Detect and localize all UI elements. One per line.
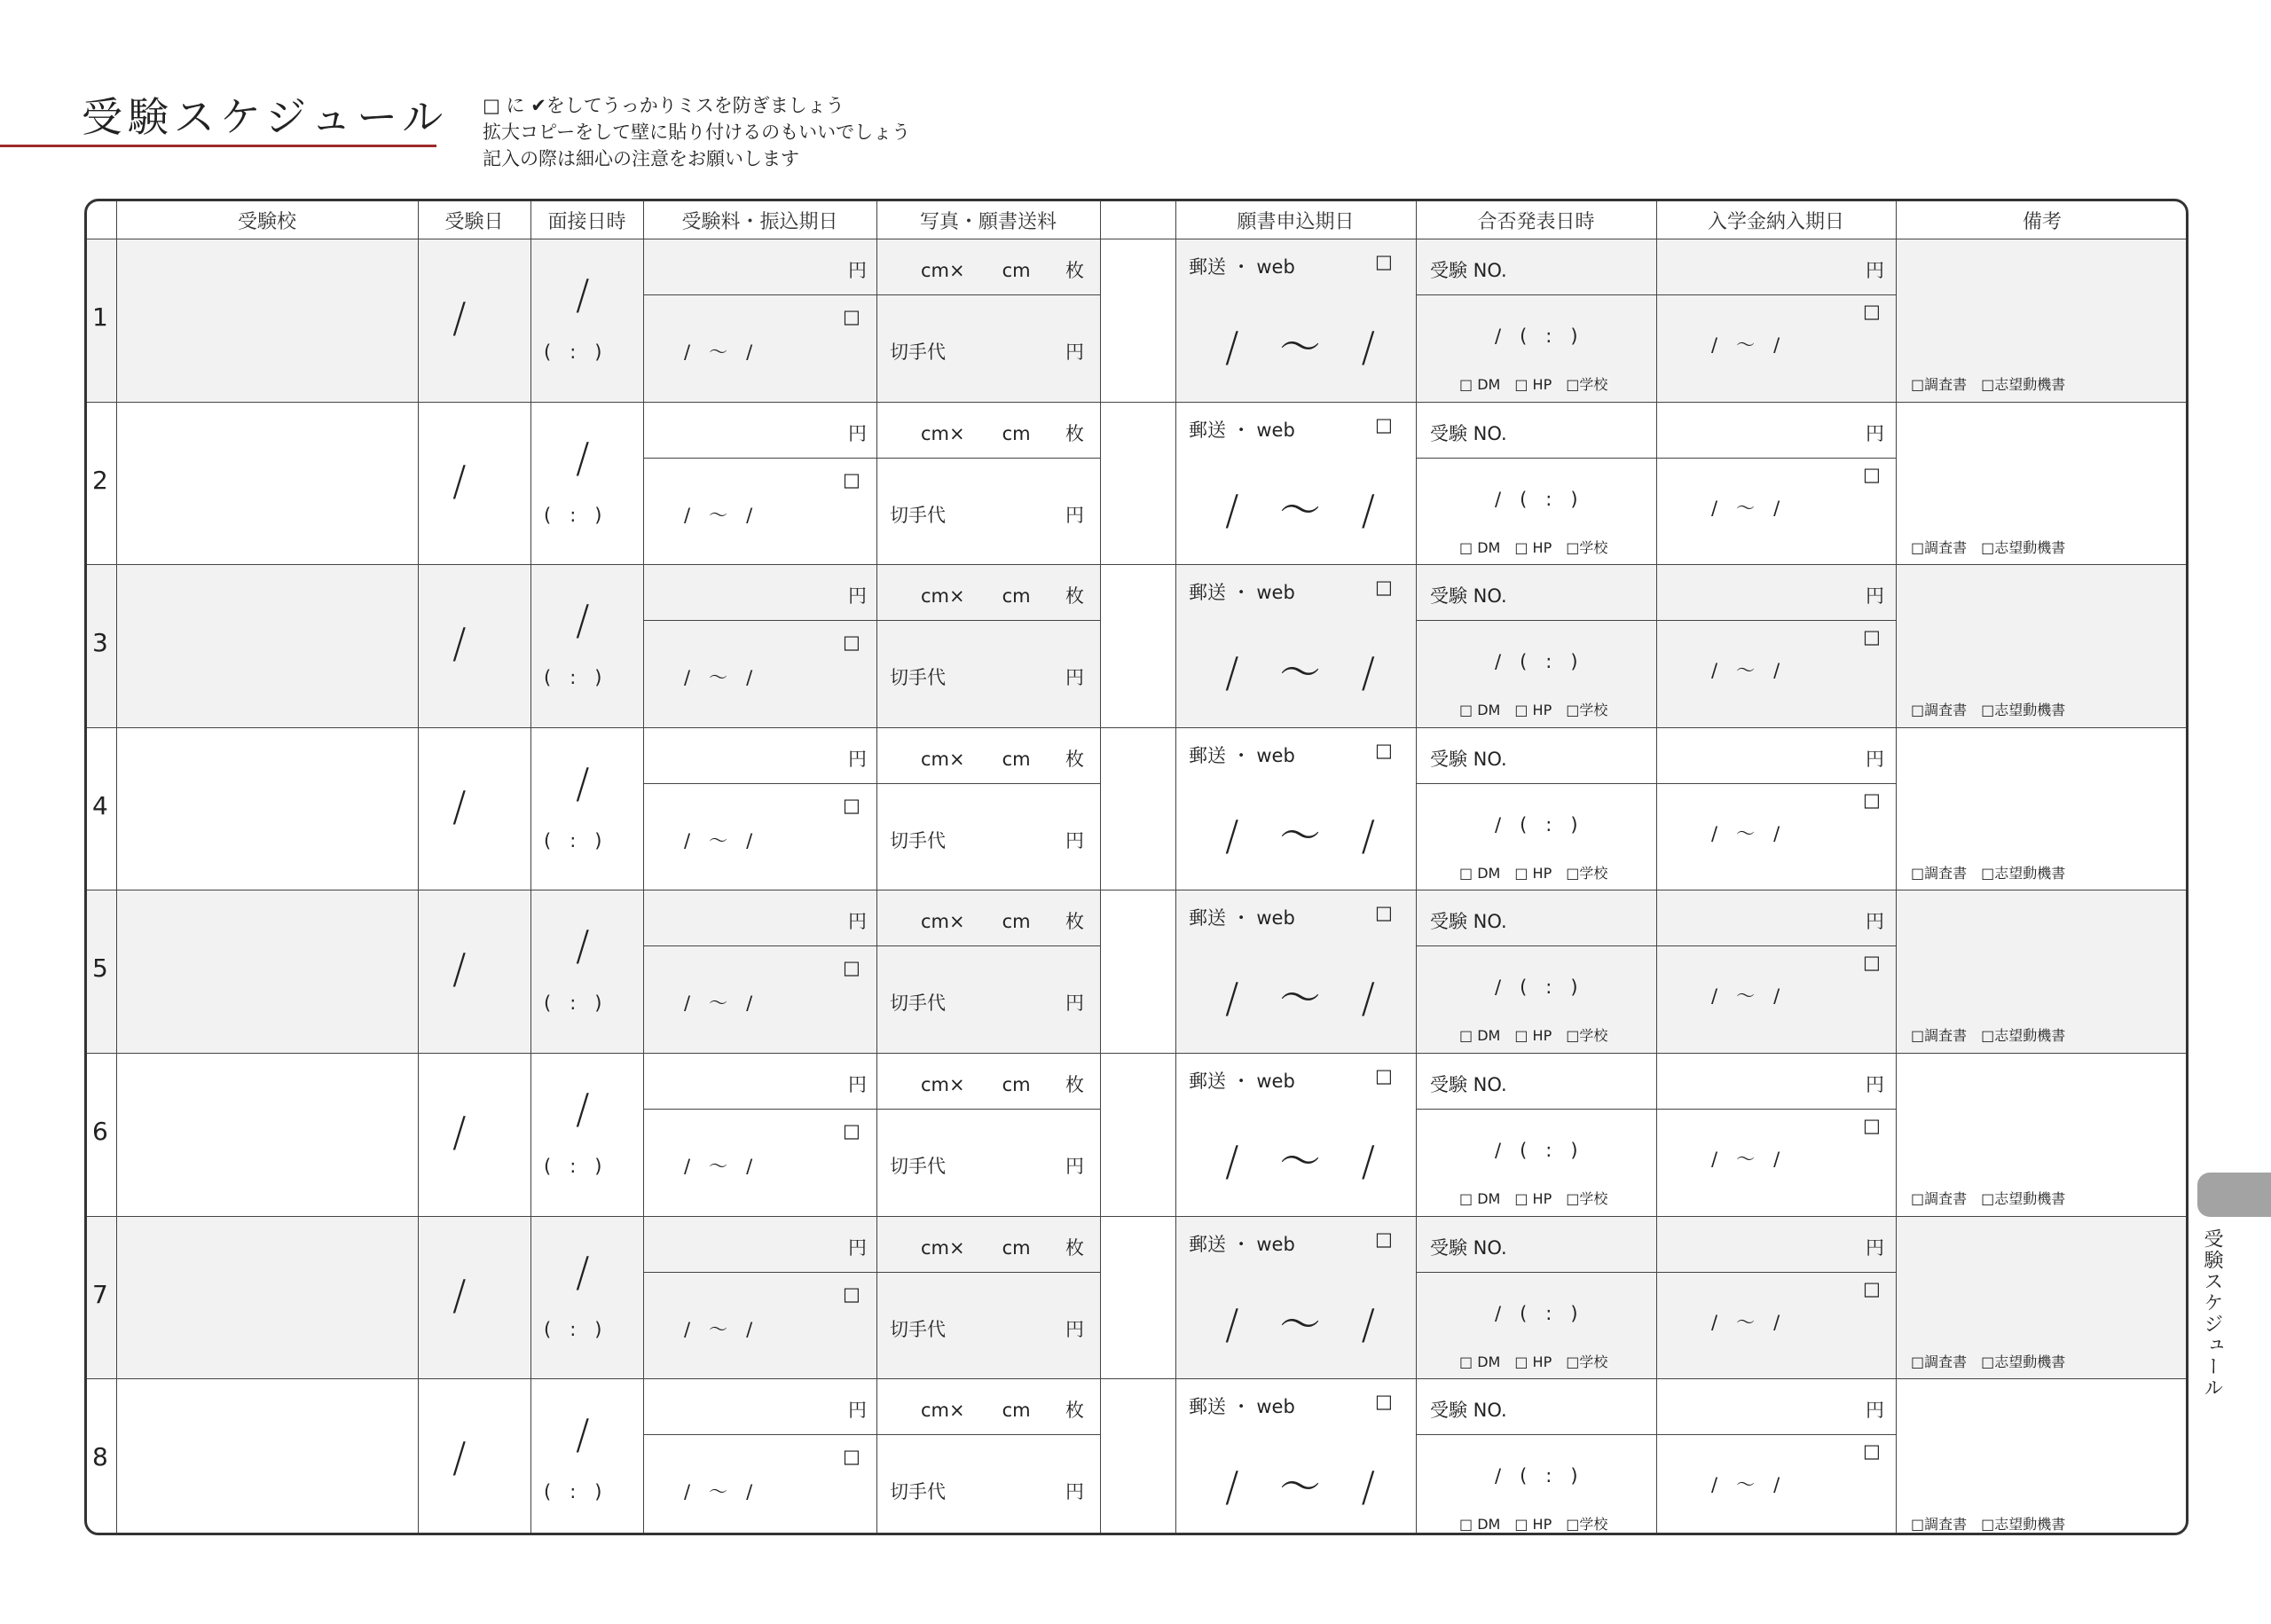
stamp-label: 切手代: [890, 1318, 946, 1340]
fee-yen: 円: [848, 585, 867, 608]
fee-checkbox: □: [843, 306, 860, 327]
application-period: / 〜 /: [1225, 1463, 1375, 1511]
column-divider: [876, 201, 877, 1533]
result-time: / ( : ): [1495, 488, 1578, 510]
header-admission: 入学金納入期日: [1707, 210, 1844, 233]
exam-number: 受験 NO.: [1430, 1400, 1507, 1422]
admission-yen: 円: [1866, 585, 1884, 608]
admission-yen: 円: [1866, 1236, 1884, 1259]
admission-yen: 円: [1866, 260, 1884, 281]
admission-checkbox: □: [1863, 626, 1881, 648]
app-checkbox: □: [1375, 1391, 1393, 1413]
mail-web: 郵送 ・ web: [1189, 1233, 1295, 1255]
exam-number: 受験 NO.: [1430, 1236, 1507, 1259]
stamp-label: 切手代: [890, 341, 946, 363]
mail-web: 郵送 ・ web: [1189, 256, 1295, 278]
fee-deadline: / 〜 /: [684, 504, 753, 526]
fee-deadline: / 〜 /: [684, 341, 753, 363]
photo-size: cm× cm: [921, 422, 1031, 444]
exam-number: 受験 NO.: [1430, 585, 1507, 608]
column-gap: [1100, 1378, 1175, 1535]
column-gap: [1100, 1053, 1175, 1216]
remarks-options: □調査書 □志望動機書: [1911, 864, 2066, 882]
stamp-label: 切手代: [890, 504, 946, 526]
mail-web: 郵送 ・ web: [1189, 419, 1295, 441]
row-number: 7: [92, 1279, 108, 1309]
cell-divider: [643, 783, 1100, 784]
app-checkbox: □: [1375, 902, 1393, 924]
interview-time: ( : ): [544, 504, 602, 526]
stamp-label: 切手代: [890, 829, 946, 851]
admission-deadline: / 〜 /: [1711, 660, 1780, 682]
row-number: 2: [92, 465, 108, 495]
fee-yen: 円: [848, 1400, 867, 1422]
remarks-options: □調査書 □志望動機書: [1911, 538, 2066, 556]
photo-size: cm× cm: [921, 748, 1031, 770]
stamp-label: 切手代: [890, 1481, 946, 1503]
header-fee: 受験料・振込期日: [681, 210, 838, 233]
fee-checkbox: □: [843, 468, 860, 490]
fee-checkbox: □: [843, 1446, 860, 1468]
fee-deadline: / 〜 /: [684, 1156, 753, 1177]
application-period: / 〜 /: [1225, 1299, 1375, 1348]
instructions: [483, 92, 910, 172]
exam-date-slash: /: [452, 945, 467, 993]
admission-checkbox: □: [1863, 1440, 1881, 1463]
stamp-label: 切手代: [890, 667, 946, 689]
stamp-yen: 円: [1065, 1156, 1084, 1177]
photo-sheets: 枚: [1065, 1236, 1084, 1259]
cell-divider: [643, 945, 1100, 946]
result-options: □ DM □ HP □学校: [1459, 1190, 1608, 1207]
cell-divider: [643, 1272, 1100, 1273]
column-gap: [1100, 890, 1175, 1053]
column-divider: [1100, 201, 1101, 1533]
fee-yen: 円: [848, 748, 867, 770]
photo-size: cm× cm: [921, 1236, 1031, 1259]
row-divider: [87, 402, 2186, 403]
row-number: 5: [92, 953, 108, 984]
admission-yen: 円: [1866, 1400, 1884, 1422]
admission-yen: 円: [1866, 422, 1884, 444]
fee-deadline: / 〜 /: [684, 1318, 753, 1340]
row-divider: [87, 1378, 2186, 1379]
remarks-options: □調査書 □志望動機書: [1911, 1027, 2066, 1045]
interview-date-slash: /: [576, 1410, 590, 1459]
photo-size: cm× cm: [921, 1400, 1031, 1422]
mail-web: 郵送 ・ web: [1189, 744, 1295, 766]
instruction-line: □ に ✔をしてうっかりミスを防ぎましょう: [483, 95, 845, 116]
stamp-yen: 円: [1065, 1481, 1084, 1503]
mail-web: 郵送 ・ web: [1189, 907, 1295, 930]
column-gap: [1100, 1216, 1175, 1379]
result-options: □ DM □ HP □学校: [1459, 376, 1608, 393]
exam-date-slash: /: [452, 456, 467, 505]
photo-sheets: 枚: [1065, 911, 1084, 933]
stamp-yen: 円: [1065, 992, 1084, 1015]
fee-checkbox: □: [843, 1283, 860, 1305]
result-options: □ DM □ HP □学校: [1459, 1353, 1608, 1370]
app-checkbox: □: [1375, 1065, 1393, 1087]
stamp-yen: 円: [1065, 1318, 1084, 1340]
app-checkbox: □: [1375, 1228, 1393, 1250]
interview-time: ( : ): [544, 1156, 602, 1177]
column-divider: [116, 201, 117, 1533]
exam-date-slash: /: [452, 619, 467, 668]
exam-date-slash: /: [452, 1270, 467, 1319]
fee-yen: 円: [848, 1236, 867, 1259]
admission-deadline: / 〜 /: [1711, 985, 1780, 1008]
cell-divider: [643, 1434, 1100, 1435]
instruction-line: 記入の際は細心の注意をお願いします: [483, 148, 799, 169]
column-divider: [530, 201, 531, 1533]
schedule-table: [84, 199, 2188, 1535]
interview-date-slash: /: [576, 271, 590, 318]
application-period: / 〜 /: [1225, 323, 1375, 371]
remarks-options: □調査書 □志望動機書: [1911, 1516, 2066, 1534]
result-time: / ( : ): [1495, 1465, 1578, 1487]
fee-yen: 円: [848, 260, 867, 281]
app-checkbox: □: [1375, 739, 1393, 761]
title-underline: [0, 145, 436, 147]
admission-yen: 円: [1866, 911, 1884, 933]
column-divider: [418, 201, 419, 1533]
app-checkbox: □: [1375, 413, 1393, 435]
exam-date-slash: /: [452, 1433, 467, 1482]
fee-deadline: / 〜 /: [684, 667, 753, 689]
stamp-yen: 円: [1065, 667, 1084, 689]
result-options: □ DM □ HP □学校: [1459, 1027, 1608, 1045]
row-number: 8: [92, 1442, 108, 1472]
cell-divider: [643, 294, 1100, 295]
header-remarks: 備考: [2022, 210, 2062, 233]
app-checkbox: □: [1375, 251, 1393, 272]
interview-time: ( : ): [544, 1481, 602, 1503]
admission-checkbox: □: [1863, 463, 1881, 485]
exam-number: 受験 NO.: [1430, 748, 1507, 770]
column-divider: [1656, 201, 1657, 1533]
row-divider: [87, 564, 2186, 565]
row-number: 6: [92, 1117, 108, 1146]
column-gap: [1100, 564, 1175, 727]
photo-size: cm× cm: [921, 1074, 1031, 1095]
interview-time: ( : ): [544, 341, 602, 363]
admission-checkbox: □: [1863, 1115, 1881, 1136]
fee-yen: 円: [848, 1074, 867, 1095]
fee-deadline: / 〜 /: [684, 1481, 753, 1503]
exam-number: 受験 NO.: [1430, 422, 1507, 444]
column-gap: [1100, 402, 1175, 565]
photo-size: cm× cm: [921, 260, 1031, 281]
row-number: 3: [92, 628, 108, 658]
fee-checkbox: □: [843, 957, 860, 979]
column-divider: [1896, 201, 1897, 1533]
application-period: / 〜 /: [1225, 811, 1375, 859]
cell-divider: [643, 1109, 1100, 1110]
row-divider: [87, 1216, 2186, 1217]
interview-time: ( : ): [544, 667, 602, 689]
application-period: / 〜 /: [1225, 485, 1375, 534]
row-divider: [87, 1053, 2186, 1054]
stamp-label: 切手代: [890, 992, 946, 1015]
admission-deadline: / 〜 /: [1711, 1149, 1780, 1170]
admission-checkbox: □: [1863, 301, 1881, 322]
header-school: 受験校: [237, 210, 296, 233]
photo-sheets: 枚: [1065, 1074, 1084, 1095]
cell-divider: [643, 620, 1100, 621]
exam-date-slash: /: [452, 294, 467, 341]
admission-deadline: / 〜 /: [1711, 334, 1780, 356]
mail-web: 郵送 ・ web: [1189, 1396, 1295, 1418]
stamp-label: 切手代: [890, 1156, 946, 1177]
column-gap: [1100, 239, 1175, 402]
admission-deadline: / 〜 /: [1711, 1311, 1780, 1333]
instruction-line: 拡大コピーをして壁に貼り付けるのもいいでしょう: [483, 122, 911, 143]
header-application: 願書申込期日: [1237, 210, 1355, 233]
interview-time: ( : ): [544, 1318, 602, 1340]
admission-yen: 円: [1866, 1074, 1884, 1095]
photo-size: cm× cm: [921, 585, 1031, 608]
mail-web: 郵送 ・ web: [1189, 582, 1295, 604]
result-options: □ DM □ HP □学校: [1459, 538, 1608, 556]
application-period: / 〜 /: [1225, 1137, 1375, 1185]
header-exam-date: 受験日: [444, 210, 504, 233]
column-gap: [1100, 727, 1175, 890]
photo-sheets: 枚: [1065, 748, 1084, 770]
stamp-yen: 円: [1065, 504, 1084, 526]
result-options: □ DM □ HP □学校: [1459, 864, 1608, 882]
admission-deadline: / 〜 /: [1711, 1474, 1780, 1496]
photo-sheets: 枚: [1065, 1400, 1084, 1422]
header-photo: 写真・願書送料: [919, 210, 1057, 233]
fee-yen: 円: [848, 911, 867, 933]
remarks-options: □調査書 □志望動機書: [1911, 702, 2066, 719]
column-divider: [1175, 201, 1176, 1533]
application-period: / 〜 /: [1225, 974, 1375, 1023]
result-time: / ( : ): [1495, 651, 1578, 673]
exam-date-slash: /: [452, 1108, 467, 1156]
cell-divider: [643, 458, 1100, 459]
row-divider: [87, 727, 2186, 728]
interview-date-slash: /: [576, 1085, 590, 1133]
column-divider: [1416, 201, 1417, 1533]
result-options: □ DM □ HP □学校: [1459, 1516, 1608, 1534]
remarks-options: □調査書 □志望動機書: [1911, 1353, 2066, 1370]
result-time: / ( : ): [1495, 1302, 1578, 1324]
exam-number: 受験 NO.: [1430, 260, 1507, 281]
application-period: / 〜 /: [1225, 648, 1375, 697]
photo-sheets: 枚: [1065, 260, 1084, 281]
exam-date-slash: /: [452, 781, 467, 830]
row-number: 1: [92, 302, 108, 332]
result-time: / ( : ): [1495, 977, 1578, 999]
interview-date-slash: /: [576, 922, 590, 970]
side-index-tab: [2197, 1173, 2271, 1217]
row-number: 4: [92, 790, 108, 820]
app-checkbox: □: [1375, 577, 1393, 599]
photo-sheets: 枚: [1065, 422, 1084, 444]
result-options: □ DM □ HP □学校: [1459, 702, 1608, 719]
result-time: / ( : ): [1495, 813, 1578, 836]
interview-date-slash: /: [576, 1247, 590, 1296]
result-time: / ( : ): [1495, 326, 1578, 347]
stamp-yen: 円: [1065, 341, 1084, 363]
photo-sheets: 枚: [1065, 585, 1084, 608]
fee-deadline: / 〜 /: [684, 829, 753, 851]
admission-deadline: / 〜 /: [1711, 822, 1780, 844]
side-index-label: 受験スケジュール: [2201, 1228, 2223, 1399]
admission-checkbox: □: [1863, 1277, 1881, 1299]
exam-number: 受験 NO.: [1430, 1074, 1507, 1095]
page-title: 受験スケジュール: [82, 93, 449, 141]
header-interview: 面接日時: [547, 210, 626, 233]
interview-date-slash: /: [576, 433, 590, 482]
admission-deadline: / 〜 /: [1711, 497, 1780, 519]
photo-size: cm× cm: [921, 911, 1031, 933]
mail-web: 郵送 ・ web: [1189, 1071, 1295, 1092]
fee-checkbox: □: [843, 632, 860, 654]
exam-number: 受験 NO.: [1430, 911, 1507, 933]
admission-checkbox: □: [1863, 952, 1881, 974]
fee-yen: 円: [848, 422, 867, 444]
fee-deadline: / 〜 /: [684, 992, 753, 1015]
interview-time: ( : ): [544, 829, 602, 851]
remarks-options: □調査書 □志望動機書: [1911, 1190, 2066, 1207]
header-result: 合否発表日時: [1477, 210, 1595, 233]
admission-yen: 円: [1866, 748, 1884, 770]
interview-time: ( : ): [544, 992, 602, 1015]
interview-date-slash: /: [576, 596, 590, 645]
fee-checkbox: □: [843, 1120, 860, 1142]
remarks-options: □調査書 □志望動機書: [1911, 376, 2066, 393]
admission-checkbox: □: [1863, 788, 1881, 811]
result-time: / ( : ): [1495, 1140, 1578, 1161]
fee-checkbox: □: [843, 794, 860, 816]
interview-date-slash: /: [576, 758, 590, 807]
stamp-yen: 円: [1065, 829, 1084, 851]
column-divider: [643, 201, 644, 1533]
